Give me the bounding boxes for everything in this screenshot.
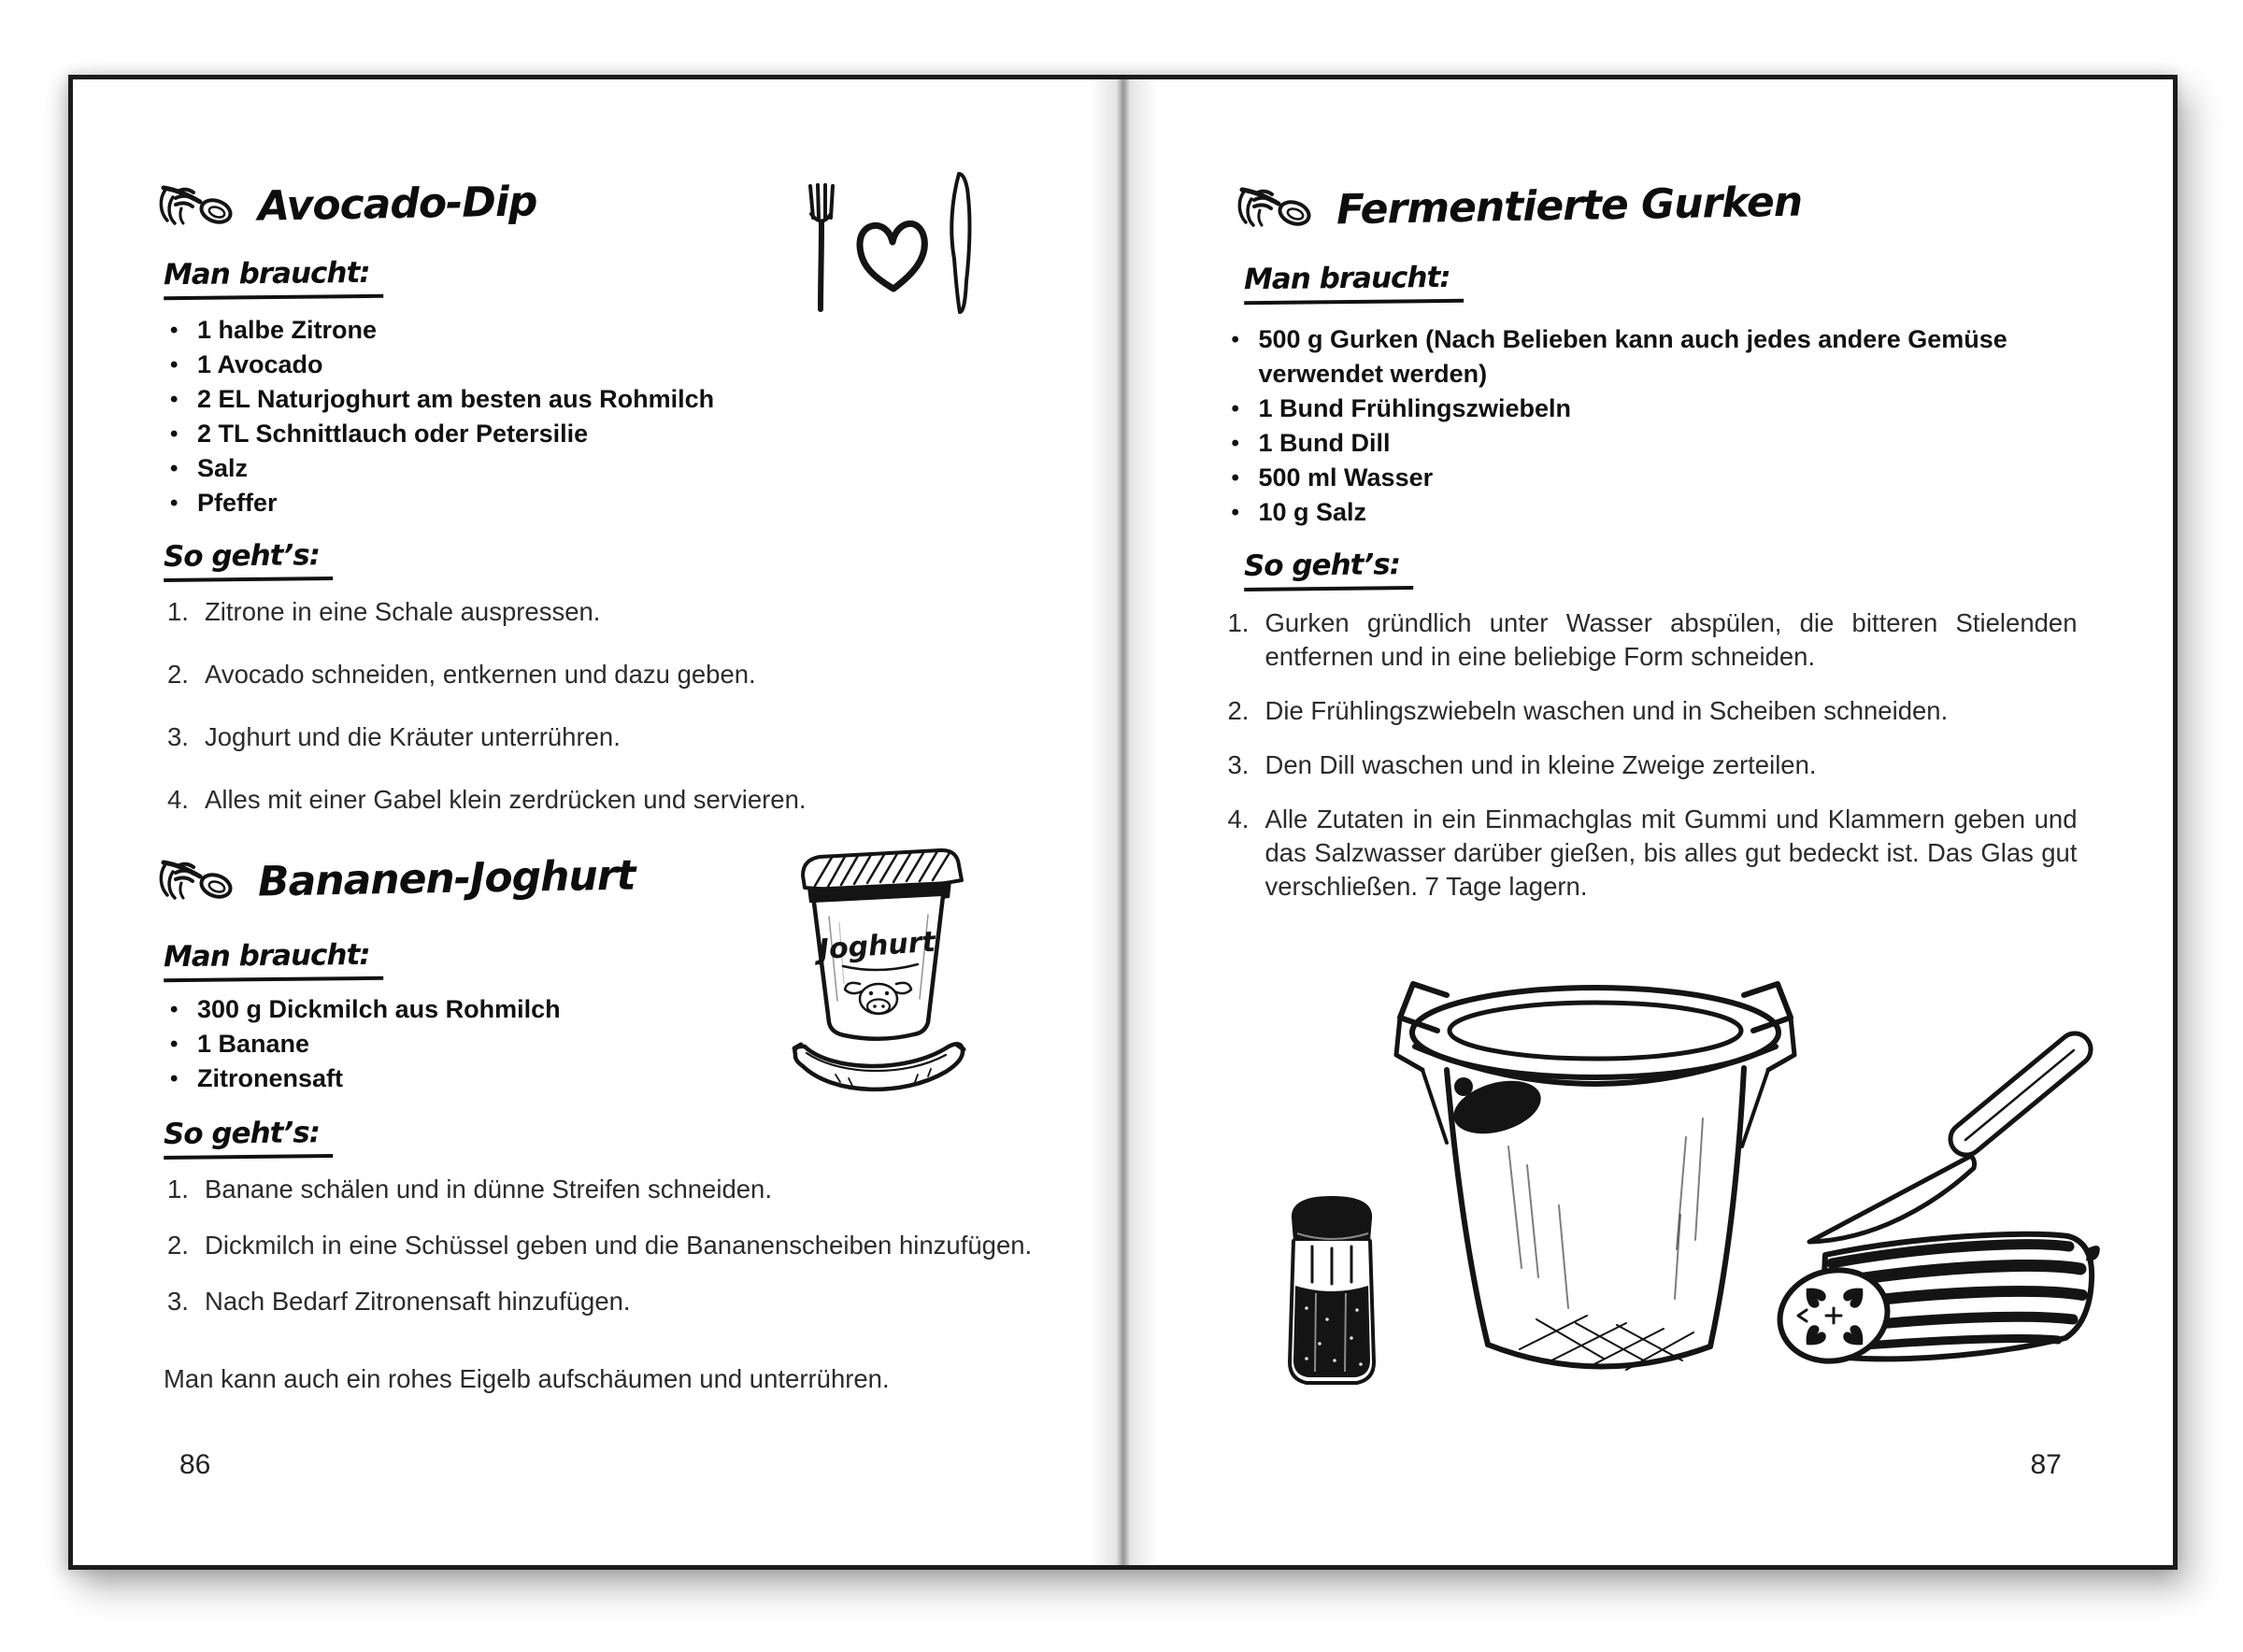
right-page — [1123, 79, 2174, 1565]
ingredients-heading: Man braucht: — [1243, 261, 1463, 305]
ingredient-item: • 1 Bund Dill — [1228, 426, 2069, 461]
fork-heart-knife-icon — [803, 171, 980, 320]
ingredient-item: • Salz — [166, 451, 1007, 486]
ingredient-item: • 2 TL Schnittlauch oder Petersilie — [166, 417, 1007, 451]
ingredient-item: • Pfeffer — [166, 486, 1007, 520]
hand-spoon-icon — [1236, 178, 1318, 233]
step-item: Banane schälen und in dünne Streifen schneiden. — [205, 1175, 772, 1203]
step-item: Den Dill waschen und in kleine Zweige zerteilen. — [1264, 750, 1817, 779]
ingredient-item: • 1 halbe Zitrone — [166, 313, 1007, 348]
ingredient-item: • 500 ml Wasser — [1228, 461, 2069, 495]
ingredients-heading: Man braucht: — [164, 256, 383, 300]
salt-shaker-icon — [1290, 1196, 1374, 1383]
page-number-right: 87 — [2030, 1449, 2062, 1480]
ingredient-item: • 500 g Gurken (Nach Belieben kann auch jedes andere Gemüse verwendet werden) — [1228, 322, 2069, 392]
recipe-header-bananen-joghurt — [157, 851, 635, 905]
joghurt-cup-banana-illustration — [781, 844, 978, 1098]
fermentation-jar-illustration — [1279, 972, 2101, 1411]
step-item: Alles mit einer Gabel klein zerdrücken und servieren. — [205, 785, 807, 814]
step-item: Joghurt und die Kräuter unterrühren. — [205, 722, 621, 751]
ingredients-heading: Man braucht: — [164, 938, 383, 982]
steps-heading: So geht’s: — [1243, 548, 1413, 591]
recipe-title: Fermentierte Gurken — [1336, 178, 1802, 234]
ingredient-item: • 10 g Salz — [1228, 495, 2069, 530]
step-item: Dickmilch in eine Schüssel geben und die Bananenscheiben hinzufügen. — [205, 1231, 1033, 1260]
preserving-jar-icon — [1396, 984, 1794, 1370]
steps-heading: So geht’s: — [164, 538, 334, 582]
step-item: Avocado schneiden, entkernen und dazu geben. — [205, 660, 756, 689]
left-page — [73, 79, 1123, 1565]
knife-icon — [1809, 1033, 2091, 1242]
recipe-header-avocado-dip — [157, 177, 536, 231]
recipe-header-fermentierte-gurken — [1236, 178, 1802, 233]
ingredient-item: • 1 Banane — [166, 1027, 764, 1061]
recipe-title: Avocado-Dip — [257, 177, 537, 231]
step-item: Alle Zutaten in ein Einmachglas mit Gummi und Klammern geben und das Salzwasser darüber gießen, bis alles gut bedeckt ist. Das Glas gut verschließen. 7 Tage lagern. — [1264, 805, 2078, 901]
steps-list — [166, 1173, 1045, 1341]
page-number-left: 86 — [179, 1449, 211, 1480]
cookbook-spread — [68, 75, 2178, 1570]
recipe-title: Bananen-Joghurt — [257, 850, 636, 906]
hand-spoon-icon — [157, 851, 239, 905]
step-item: Zitrone in eine Schale auspressen. — [205, 597, 601, 626]
cucumber-icon — [1770, 1234, 2100, 1373]
ingredient-item: • 2 EL Naturjoghurt am besten aus Rohmilch — [166, 382, 1007, 417]
steps-list — [166, 595, 1064, 846]
step-item: Nach Bedarf Zitronensaft hinzufügen. — [205, 1287, 631, 1316]
ingredients-list — [166, 313, 1007, 520]
ingredient-item: • Zitronensaft — [166, 1061, 764, 1096]
ingredient-item: • 1 Avocado — [166, 348, 1007, 382]
recipe-note: Man kann auch ein rohes Eigelb aufschäumen und unterrühren. — [164, 1364, 890, 1393]
steps-heading: So geht’s: — [164, 1116, 334, 1160]
ingredients-list — [166, 992, 764, 1096]
ingredients-list — [1228, 322, 2069, 530]
ingredient-item: • 300 g Dickmilch aus Rohmilch — [166, 992, 764, 1027]
hand-spoon-icon — [157, 177, 239, 231]
steps-list — [1227, 606, 2078, 924]
step-item: Gurken gründlich unter Wasser abspülen, die bitteren Stielenden entfernen und in eine beliebige Form schneiden. — [1264, 608, 2078, 671]
step-item: Die Frühlingszwiebeln waschen und in Scheiben schneiden. — [1264, 696, 1949, 725]
cup-label: Joghurt — [817, 925, 936, 967]
ingredient-item: • 1 Bund Frühlingszwiebeln — [1228, 392, 2069, 426]
